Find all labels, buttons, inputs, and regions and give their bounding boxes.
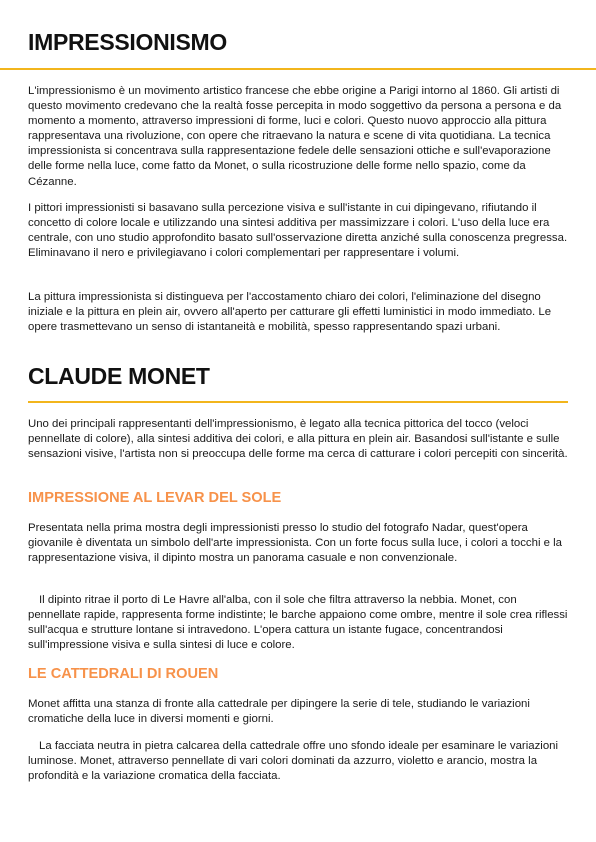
paragraph-impressionismo-2: I pittori impressionisti si basavano sulla percezione visiva e sull'istante in cui dipingevano, rifiutando il concetto di colore locale e utilizzando una sintesi additiva per massimizzare i colori. L'uso della luce era centrale, con uno studio approfondito basato sull'osservazione diretta anziché sulla conoscenza pregressa. Eliminavano il nero e privilegiavano i colori complementari per rappresentare i volumi. (28, 202, 568, 260)
paragraph-impressione-1: Presentata nella prima mostra degli impressionisti presso lo studio del fotografo Nadar, quest'opera giovanile è diventata un simbolo dell'arte impressionista. Con un forte focus sulla luce, i colori a tocchi e la rappresentazione visiva, il dipinto mostra un panorama casuale e non convenzionale. (28, 522, 563, 565)
paragraph-impressionismo-1: L'impressionismo è un movimento artistico francese che ebbe origine a Parigi intorno al 1860. Gli artisti di questo movimento credevano che la realtà fosse percepita in modo soggettivo da persona a persona e da momento a momento, attraverso impressioni di forme, luci e colori. Questo nuovo approccio alla pittura rappresentava una rivoluzione, con opere che ritraevano la natura e scene di vita quotidiana. La tecnica impressionista si concentrava sulla rappresentazione fedele delle sensazioni ottiche e sull'evaporazione delle forme nella luce, come fatto da Monet, o sulla ricostruzione delle forme nello spazio, come da Cézanne. (28, 85, 562, 188)
paragraph-cattedrali-1: Monet affitta una stanza di fronte alla cattedrale per dipingere la serie di tele, studiando le variazioni cromatiche della luce in diversi momenti e giorni. (28, 698, 530, 726)
paragraph-impressionismo-3: La pittura impressionista si distingueva per l'accostamento chiaro dei colori, l'eliminazione del disegno iniziale e la pittura en plein air, ovvero all'aperto per catturare gli effetti luministici in modo immediato. Le opere trasmettevano un senso di istantaneità e mobilità, spesso rappresentando spazi urbani. (28, 291, 552, 334)
paragraph-cattedrali-2: La facciata neutra in pietra calcarea della cattedrale offre uno sfondo ideale per esaminare le variazioni luminose. Monet, attraverso pennellate di vari colori dominati da azzurro, violetto e arancio, mostra la profondità e la variazione cromatica della facciata. (28, 740, 559, 783)
paragraph-monet-intro: Uno dei principali rappresentanti dell'impressionismo, è legato alla tecnica pittorica del tocco (veloci pennellate di colore), alla sintesi additiva dei colori, e alla pittura en plein air. Basandosi sull'istante e sulle sensazioni visive, l'artista non si preoccupa delle forme ma cerca di catturare i colori percepiti con sincerità. (28, 418, 568, 461)
subheading-cattedrali: LE CATTEDRALI DI ROUEN (28, 666, 219, 682)
subheading-impressione: IMPRESSIONE AL LEVAR DEL SOLE (28, 490, 282, 506)
title-divider (0, 68, 596, 70)
section-title-monet: CLAUDE MONET (28, 363, 210, 389)
paragraph-impressione-2: Il dipinto ritrae il porto di Le Havre all'alba, con il sole che filtra attraverso la nebbia. Monet, con pennellate rapide, rappresenta forme indistinte; le barche appaiono come ombre, mentre il sole crea riflessi sull'acqua e strutture lontane si intravedono. L'opera cattura un istante fugace, concentrandosi sull'impressione visiva e sulla sintesi di luce e colore. (28, 594, 568, 652)
section-title-impressionismo: IMPRESSIONISMO (28, 29, 227, 55)
title-divider (28, 401, 568, 403)
